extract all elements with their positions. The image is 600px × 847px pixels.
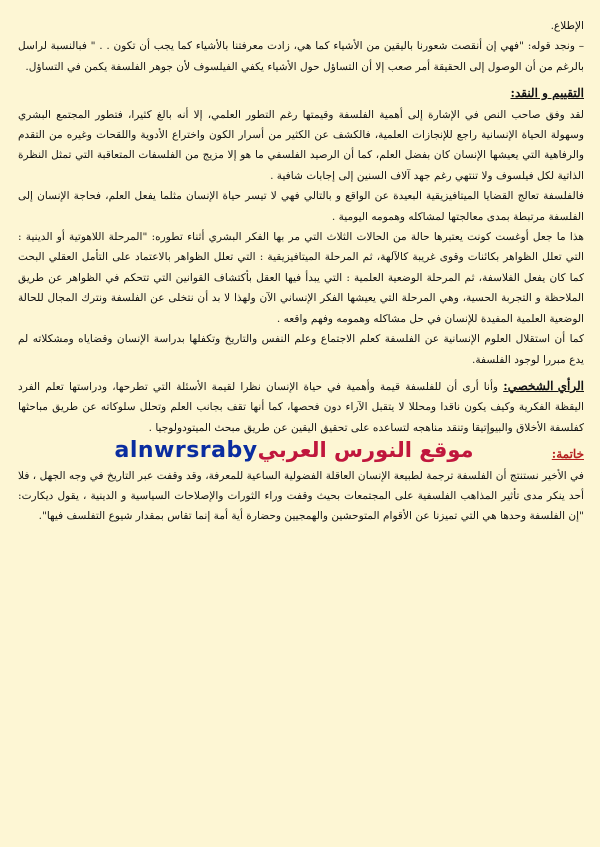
heading-personal-opinion: الرأي الشخصي: [503,378,584,393]
paragraph-russell-quote: – ونجد قوله: "فهي إن أنقصت شعورنا باليقين من الأشياء كما هي، زادت معرفتنا بالأشياء كما يجب أن تكون . . " فبالنسبة لراسل بالرغم من أن الوصول إلى الحقيقة أمر صعب إلا أن التساؤل حول الأشياء يكفي الفيلسوف لأن جوهر الفلسفة يكمن في التساؤل. [18,40,584,73]
watermark-arabic: موقع النورس العربي [257,438,474,462]
watermark-latin: alnwrsraby [114,438,258,463]
personal-opinion-text: وأنا أرى أن للفلسفة قيمة وأهمية في حياة الإنسان نظرا لقيمة الأسئلة التي تطرحها، ودراستها تعلم الفرد اليقظة الفكرية وكيف يكون ناقدا ومحللا لا يتقبل الآراء دون فحصها، كما أنها تقف بجانب العلم وتحلل سلوكاته عن طريق مباحثها كفلسفة الأخلاق والبيوإتيقا وتنقد مناهجه لتساعده على تحقيق اليقين عن طريق مبحث الميتودولوجيا . [18,380,584,434]
paragraph-evaluation: لقد وفق صاحب النص في الإشارة إلى أهمية الفلسفة وقيمتها رغم التطور العلمي، إلا أنه بالغ كثيرا، فتطور المجتمع البشري وسهولة الحياة الإنسانية راجع للإنجازات العلمية، فالكشف عن الكثير من أسرار الكون واختراع الأدوية واللقحات وغيره من التقدم والرفاهية التي يعيشها الإنسان كان بفضل العلم، كما أن الرصيد الفلسفي ما هو إلا مزيج من الفلسفات المتعاقبة التي تمثل النظرة الذاتية لكل فيلسوف ولا تنتهي رغم جهد آلاف السنين إلى إجابات شافية . [18,108,584,182]
paragraph-human-sciences: كما أن استقلال العلوم الإنسانية عن الفلسفة كعلم الاجتماع وعلم النفس والتاريخ وتكفلها بدراسة الإنسان وقضاياه ومشكلاته لم يدع مبررا لوجود الفلسفة. [18,333,584,366]
paragraph-intro-end: الإطلاع. [550,20,584,32]
heading-evaluation: التقييم و النقد: [510,86,584,101]
paragraph-personal-opinion [18,374,584,438]
site-watermark [0,440,600,464]
heading-conclusion: خاتمة: [551,447,584,462]
paragraph-metaphysics: فالفلسفة تعالج القضايا الميتافيزيقية البعيدة عن الواقع و بالتالي فهي لا تيسر حياة الإنسان مثلما يفعل العلم، فحاجة الإنسان إلى الفلسفة مرتبطة بمدى معالجتها لمشاكله وهمومه اليومية . [18,190,584,223]
paragraph-conclusion: في الأخير نستنتج أن الفلسفة ترجمة لطبيعة الإنسان العاقلة الفضولية الساعية للمعرفة، وقد وقفت عبر التاريخ في وجه الجهل ، فلا أحد ينكر مدى تأثير المذاهب الفلسفية على المجتمعات بحيث وقفت وراء الثورات والإصلاحات السياسية و الدينية ، يقول ديكارت: "إن الفلسفة وحدها هي التي تميزنا عن الأقوام المتوحشين والهمجيين وحضارة أية أمة إنما تقاس بمقدار شيوع التفلسف فيها". [18,469,584,523]
paragraph-comte: هذا ما جعل أوغست كونت يعتبرها حالة من الحالات الثلاث التي مر بها الفكر البشري أثناء تطوره: "المرحلة اللاهوتية أو الدينية : التي تعلل الظواهر بكائنات وقوى غريبة كالآلهة، ثم المرحلة الميتافيزيقية : التي تعلل الظواهر بالاعتماد على التأمل العقلي البحت كما كان يفعل الفلاسفة، ثم المرحلة الوضعية العلمية : التي يبدأ فيها العقل بأكتشاف القوانين التي تتحكم في الظواهر عن طريق الملاحظة و التجربة الحسية، وهي المرحلة التي يعيشها الفكر الإنساني الآن ولهذا لا بد أن نتخلى عن الفلسفة ونترك المجال للحالة الوضعية العلمية المفيدة للإنسان في حل مشاكله وهمومه وفهم واقعه . [18,231,584,325]
